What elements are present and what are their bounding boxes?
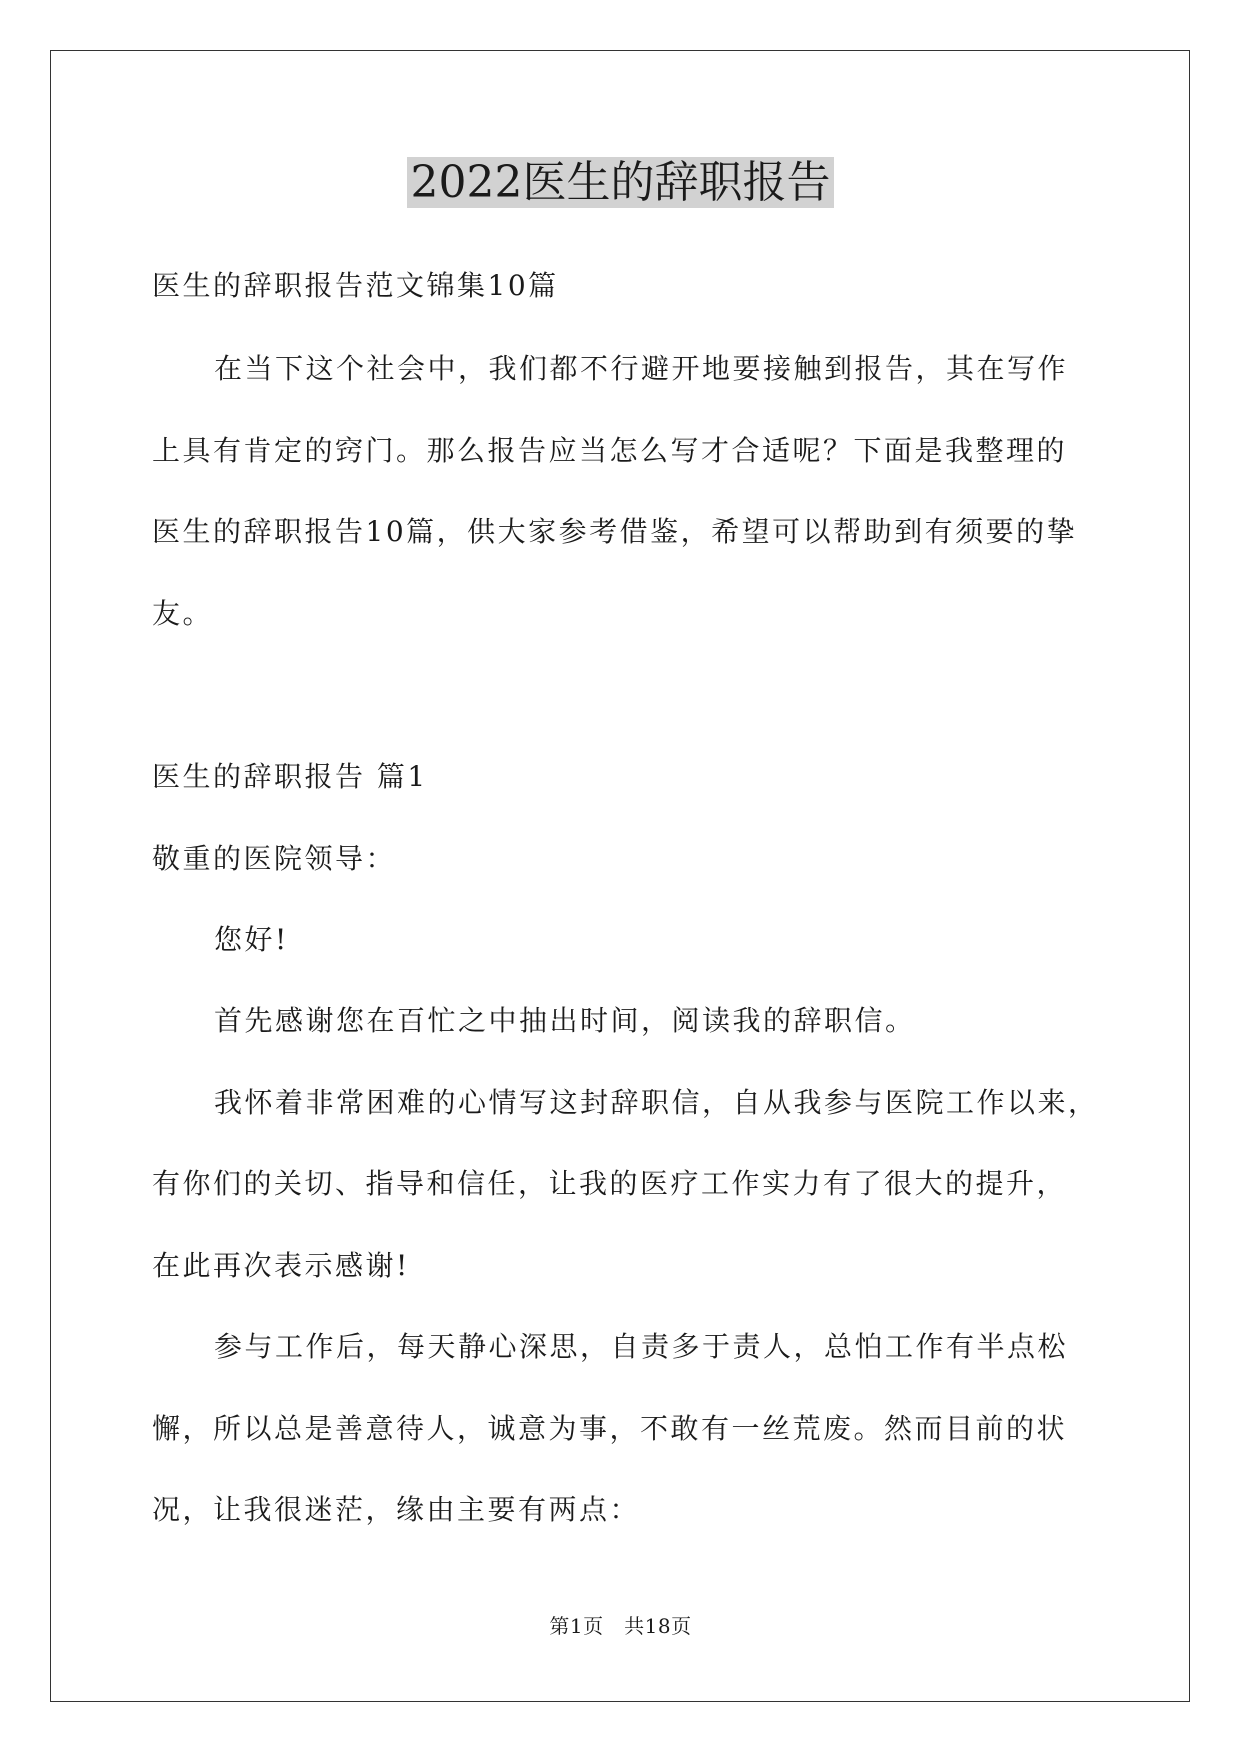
paragraph-3-line: 况，让我很迷茫，缘由主要有两点：	[152, 1493, 641, 1526]
paragraph-1: 首先感谢您在百忙之中抽出时间，阅读我的辞职信。	[214, 1004, 916, 1037]
page-footer: 第1页 共18页	[549, 1614, 692, 1638]
intro-line: 友。	[152, 597, 214, 630]
paragraph-2-line: 在此再次表示感谢!	[152, 1249, 410, 1282]
salutation: 敬重的医院领导：	[152, 842, 397, 875]
paragraph-2-line: 有你们的关切、指导和信任，让我的医疗工作实力有了很大的提升，	[152, 1167, 1068, 1200]
document-title	[0, 155, 1241, 211]
document-title-text: 2022医生的辞职报告	[407, 157, 835, 208]
section-heading: 医生的辞职报告 篇1	[152, 760, 428, 793]
paragraph-3-line: 参与工作后，每天静心深思，自责多于责人，总怕工作有半点松	[214, 1330, 1069, 1363]
paragraph-3-line: 懈，所以总是善意待人，诚意为事，不敢有一丝荒废。然而目前的状	[152, 1412, 1068, 1445]
paragraph-2-line: 我怀着非常困难的心情写这封辞职信，自从我参与医院工作以来，	[214, 1086, 1099, 1119]
subtitle: 医生的辞职报告范文锦集10篇	[152, 269, 559, 302]
intro-line: 医生的辞职报告10篇，供大家参考借鉴，希望可以帮助到有须要的挚	[152, 515, 1078, 548]
intro-line: 上具有肯定的窍门。那么报告应当怎么写才合适呢？下面是我整理的	[152, 434, 1068, 467]
greeting: 您好!	[214, 923, 289, 956]
intro-line: 在当下这个社会中，我们都不行避开地要接触到报告，其在写作	[214, 352, 1069, 385]
